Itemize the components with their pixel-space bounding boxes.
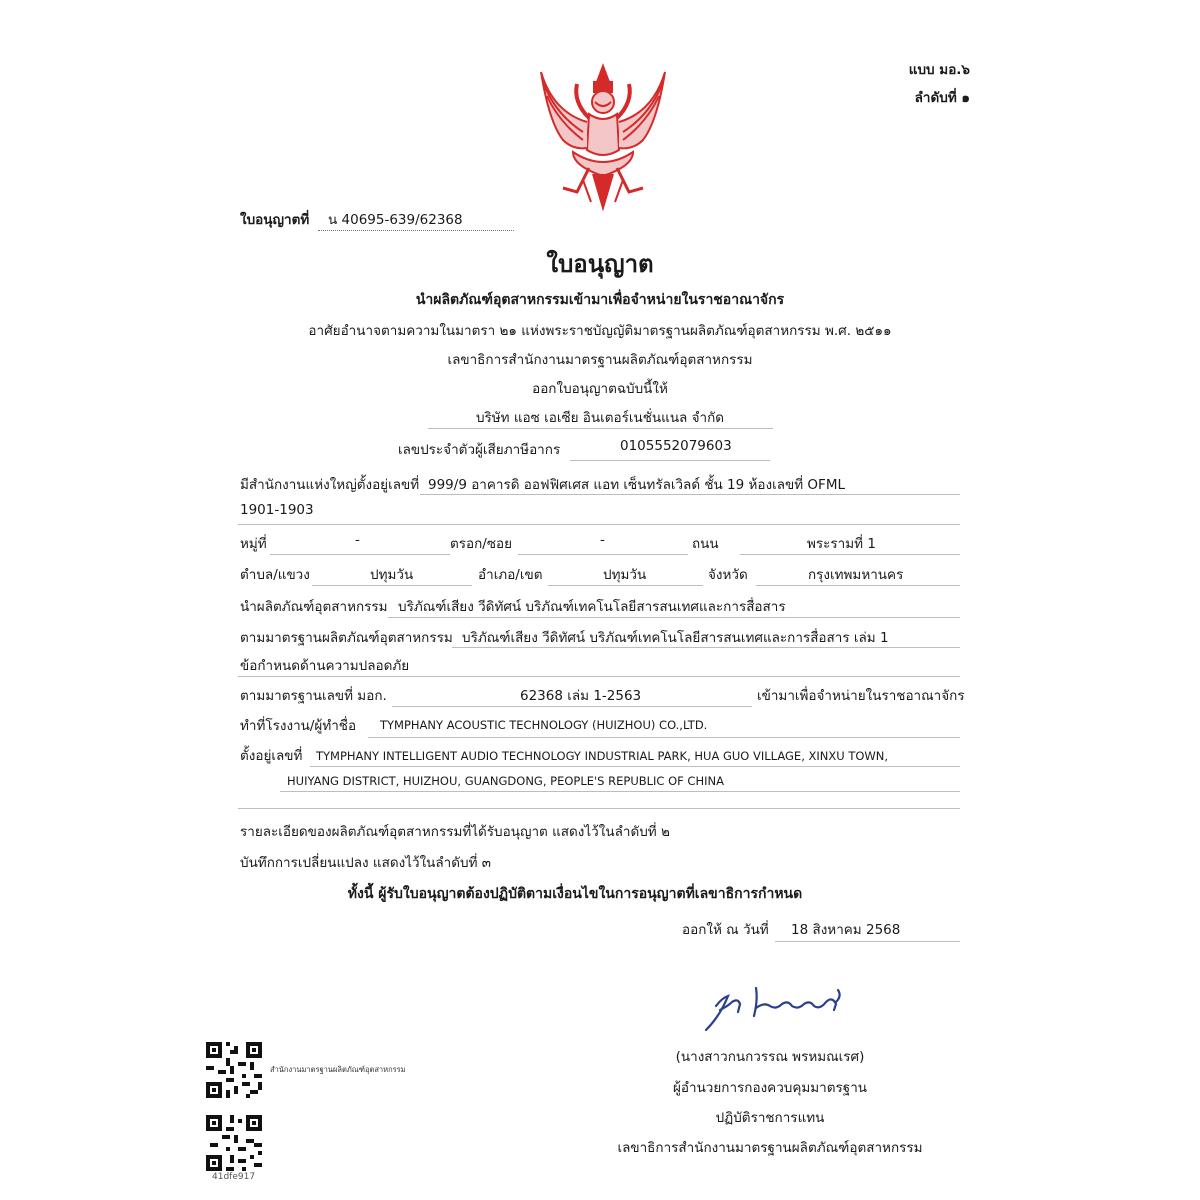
issuer-line: เลขาธิการสำนักงานมาตรฐานผลิตภัณฑ์อุตสาหกรรม [447, 352, 753, 368]
factory-label: ทำที่โรงงาน/ผู้ทำชื่อ [240, 718, 357, 734]
factory-underline [368, 737, 960, 738]
standard-value-line1: บริภัณฑ์เสียง วีดิทัศน์ บริภัณฑ์เทคโนโลยีสารสนเทศและการสื่อสาร เล่ม 1 [462, 630, 889, 646]
product-label: นำผลิตภัณฑ์อุตสาหกรรม [240, 599, 388, 615]
issue-date-underline [775, 941, 960, 942]
garuda-emblem [533, 62, 673, 212]
standard-value-line2: ข้อกำหนดด้านความปลอดภัย [240, 658, 410, 674]
condition-note: ทั้งนี้ ผู้รับใบอนุญาตต้องปฏิบัติตามเงื่อนไขในการอนุญาตที่เลขาธิการกำหนด [347, 886, 803, 902]
soi-value: - [600, 532, 605, 548]
sequence-number: ลำดับที่ ๑ [914, 90, 970, 106]
moo-underline [270, 554, 450, 555]
soi-label: ตรอก/ซอย [450, 536, 513, 552]
hq-underline-2 [238, 524, 960, 525]
factory-address-underline-2 [280, 791, 960, 792]
tax-id-label: เลขประจำตัวผู้เสียภาษีอากร [398, 442, 561, 458]
license-number-label: ใบอนุญาตที่ [240, 212, 310, 228]
moo-label: หมู่ที่ [240, 536, 267, 552]
document-code: 41dfe917 [212, 1172, 256, 1182]
tis-value: 62368 เล่ม 1-2563 [520, 688, 642, 704]
signature [698, 976, 858, 1036]
details-note: รายละเอียดของผลิตภัณฑ์อุตสาหกรรมที่ได้รับอนุญาต แสดงไว้ในลำดับที่ ๒ [240, 824, 670, 840]
license-number-value: น 40695-639/62368 [318, 208, 514, 231]
hq-value-line1: 999/9 อาคารดิ ออฟฟิศเศส แอท เซ็นทรัลเวิลด์ ชั้น 19 ห้องเลขที่ OFML [428, 477, 845, 493]
province-underline [756, 585, 960, 586]
page-subtitle: นำผลิตภัณฑ์อุตสาหกรรมเข้ามาเพื่อจำหน่ายในราชอาณาจักร [415, 292, 785, 308]
standard-underline-1 [452, 647, 960, 648]
tax-id-value: 0105552079603 [620, 438, 732, 454]
moo-value: - [355, 532, 360, 548]
blank-underline [238, 808, 960, 809]
issue-to-line: ออกใบอนุญาตฉบับนี้ให้ [532, 381, 668, 397]
subdistrict-label: ตำบล/แขวง [240, 567, 310, 583]
signatory-position: ผู้อำนวยการกองควบคุมมาตรฐาน [672, 1080, 868, 1096]
district-underline [548, 585, 703, 586]
qr-code-bottom [206, 1115, 262, 1171]
tis-underline [392, 706, 752, 707]
qr-code-top [206, 1042, 262, 1098]
form-code: แบบ มอ.๖ [908, 62, 970, 78]
signatory-acting: ปฏิบัติราชการแทน [715, 1110, 825, 1126]
product-underline [388, 617, 960, 618]
factory-address-underline-1 [310, 766, 960, 767]
signatory-name: (นางสาวกนกวรรณ พรหมณเรศ) [675, 1049, 865, 1065]
soi-underline [518, 554, 688, 555]
factory-address-line1: TYMPHANY INTELLIGENT AUDIO TECHNOLOGY INDUSTRIAL PARK, HUA GUO VILLAGE, XINXU TOWN, [316, 749, 889, 763]
authority-line: อาศัยอำนาจตามความในมาตรา ๒๑ แห่งพระราชบัญญัติมาตรฐานผลิตภัณฑ์อุตสาหกรรม พ.ศ. ๒๕๑๑ [308, 323, 892, 339]
factory-address-label: ตั้งอยู่เลขที่ [240, 748, 303, 764]
factory-value: TYMPHANY ACOUSTIC TECHNOLOGY (HUIZHOU) CO.,LTD. [380, 718, 708, 732]
company-name: บริษัท แอซ เอเซีย อินเตอร์เนชั่นแนล จำกัด [475, 410, 725, 426]
district-value: ปทุมวัน [603, 567, 647, 583]
road-value: พระรามที่ 1 [807, 536, 876, 552]
tis-label: ตามมาตรฐานเลขที่ มอก. [240, 688, 387, 704]
road-label: ถนน [692, 536, 719, 552]
district-label: อำเภอ/เขต [478, 567, 543, 583]
product-value: บริภัณฑ์เสียง วีดิทัศน์ บริภัณฑ์เทคโนโลยีสารสนเทศและการสื่อสาร [398, 599, 786, 615]
province-label: จังหวัด [708, 567, 748, 583]
hq-underline-1 [420, 494, 960, 495]
standard-label: ตามมาตรฐานผลิตภัณฑ์อุตสาหกรรม [240, 630, 453, 646]
subdistrict-underline [312, 585, 472, 586]
changes-note: บันทึกการเปลี่ยนแปลง แสดงไว้ในลำดับที่ ๓ [240, 855, 491, 871]
signatory-on-behalf: เลขาธิการสำนักงานมาตรฐานผลิตภัณฑ์อุตสาหกรรม [617, 1140, 923, 1156]
standard-underline-2 [238, 676, 960, 677]
company-underline [428, 428, 773, 429]
hq-label: มีสำนักงานแห่งใหญ่ตั้งอยู่เลขที่ [240, 477, 420, 493]
subdistrict-value: ปทุมวัน [370, 567, 414, 583]
page-title: ใบอนุญาต [546, 250, 654, 278]
province-value: กรุงเทพมหานคร [808, 567, 904, 583]
road-underline [740, 554, 960, 555]
import-text: เข้ามาเพื่อจำหน่ายในราชอาณาจักร [757, 688, 965, 704]
tax-id-underline [570, 460, 770, 461]
hq-value-line2: 1901-1903 [240, 502, 314, 518]
agency-small-text: สำนักงานมาตรฐานผลิตภัณฑ์อุตสาหกรรม [270, 1065, 406, 1074]
issue-date-label: ออกให้ ณ วันที่ [682, 922, 769, 938]
factory-address-line2: HUIYANG DISTRICT, HUIZHOU, GUANGDONG, PEOPLE'S REPUBLIC OF CHINA [287, 774, 724, 788]
issue-date-value: 18 สิงหาคม 2568 [791, 922, 901, 938]
